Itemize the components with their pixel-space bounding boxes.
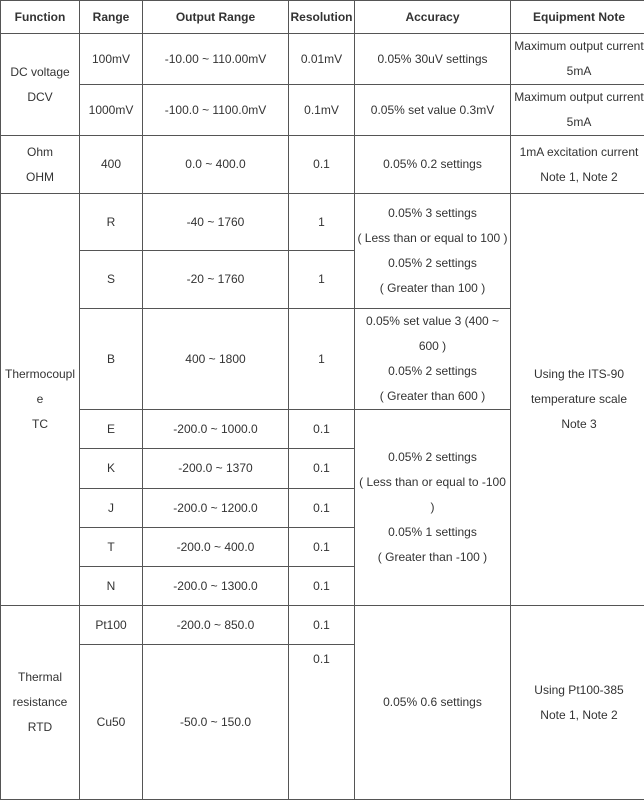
accuracy-cell: 0.05% 0.2 settings [355,136,511,194]
resolution-cell: 0.1mV [289,85,355,136]
function-tc: Thermocouple TC [1,194,80,606]
function-ohm: Ohm OHM [1,136,80,194]
resolution-cell: 1 [289,251,355,309]
note-cell: Maximum output current 5mA [511,85,644,136]
range-cell: 1000mV [80,85,143,136]
output-range-cell: -200.0 ~ 850.0 [143,606,289,645]
table-row [1,34,644,85]
output-range-cell: -50.0 ~ 150.0 [143,645,289,800]
resolution-cell: 0.1 [289,645,355,800]
header-range: Range [80,1,143,34]
header-equipment-note: Equipment Note [511,1,644,34]
resolution-cell: 0.1 [289,528,355,567]
accuracy-cell-b: 0.05% set value 3 (400 ~ 600 ) 0.05% 2 settings ( Greater than 600 ) [355,309,511,410]
range-cell: Pt100 [80,606,143,645]
resolution-cell: 0.1 [289,567,355,606]
accuracy-cell-rs: 0.05% 3 settings ( Less than or equal to 100 ) 0.05% 2 settings ( Greater than 100 ) [355,194,511,309]
range-cell: N [80,567,143,606]
note-cell: Maximum output current 5mA [511,34,644,85]
header-function: Function [1,1,80,34]
resolution-cell: 0.1 [289,489,355,528]
range-cell: K [80,449,143,489]
output-range-cell: -20 ~ 1760 [143,251,289,309]
range-cell: T [80,528,143,567]
output-range-cell: -200.0 ~ 1370 [143,449,289,489]
accuracy-cell: 0.05% 30uV settings [355,34,511,85]
range-cell: R [80,194,143,251]
resolution-cell: 0.01mV [289,34,355,85]
note-cell: 1mA excitation current Note 1, Note 2 [511,136,644,194]
range-cell: S [80,251,143,309]
table-row [1,606,644,645]
output-range-cell: -40 ~ 1760 [143,194,289,251]
resolution-cell: 1 [289,194,355,251]
range-cell: Cu50 [80,645,143,800]
resolution-cell: 0.1 [289,410,355,449]
header-row [1,1,644,34]
output-range-cell: -200.0 ~ 400.0 [143,528,289,567]
table-row [1,194,644,251]
output-range-cell: 400 ~ 1800 [143,309,289,410]
table-row [1,136,644,194]
range-cell: 400 [80,136,143,194]
header-output-range: Output Range [143,1,289,34]
table-row [1,85,644,136]
output-range-cell: -200.0 ~ 1000.0 [143,410,289,449]
header-resolution: Resolution [289,1,355,34]
output-range-cell: -10.00 ~ 110.00mV [143,34,289,85]
range-cell: E [80,410,143,449]
header-accuracy: Accuracy [355,1,511,34]
output-range-cell: -100.0 ~ 1100.0mV [143,85,289,136]
output-range-cell: -200.0 ~ 1200.0 [143,489,289,528]
range-cell: B [80,309,143,410]
note-cell-rtd: Using Pt100-385 Note 1, Note 2 [511,606,644,800]
function-rtd: Thermal resistance RTD [1,606,80,800]
range-cell: J [80,489,143,528]
function-dcv: DC voltage DCV [1,34,80,136]
output-range-cell: 0.0 ~ 400.0 [143,136,289,194]
accuracy-cell: 0.05% set value 0.3mV [355,85,511,136]
accuracy-cell-eknjt: 0.05% 2 settings ( Less than or equal to -100 ) 0.05% 1 settings ( Greater than -100 ) [355,410,511,606]
range-cell: 100mV [80,34,143,85]
accuracy-cell-rtd: 0.05% 0.6 settings [355,606,511,800]
note-cell-tc: Using the ITS-90 temperature scale Note 3 [511,194,644,606]
resolution-cell: 1 [289,309,355,410]
resolution-cell: 0.1 [289,606,355,645]
output-range-cell: -200.0 ~ 1300.0 [143,567,289,606]
resolution-cell: 0.1 [289,449,355,489]
resolution-cell: 0.1 [289,136,355,194]
